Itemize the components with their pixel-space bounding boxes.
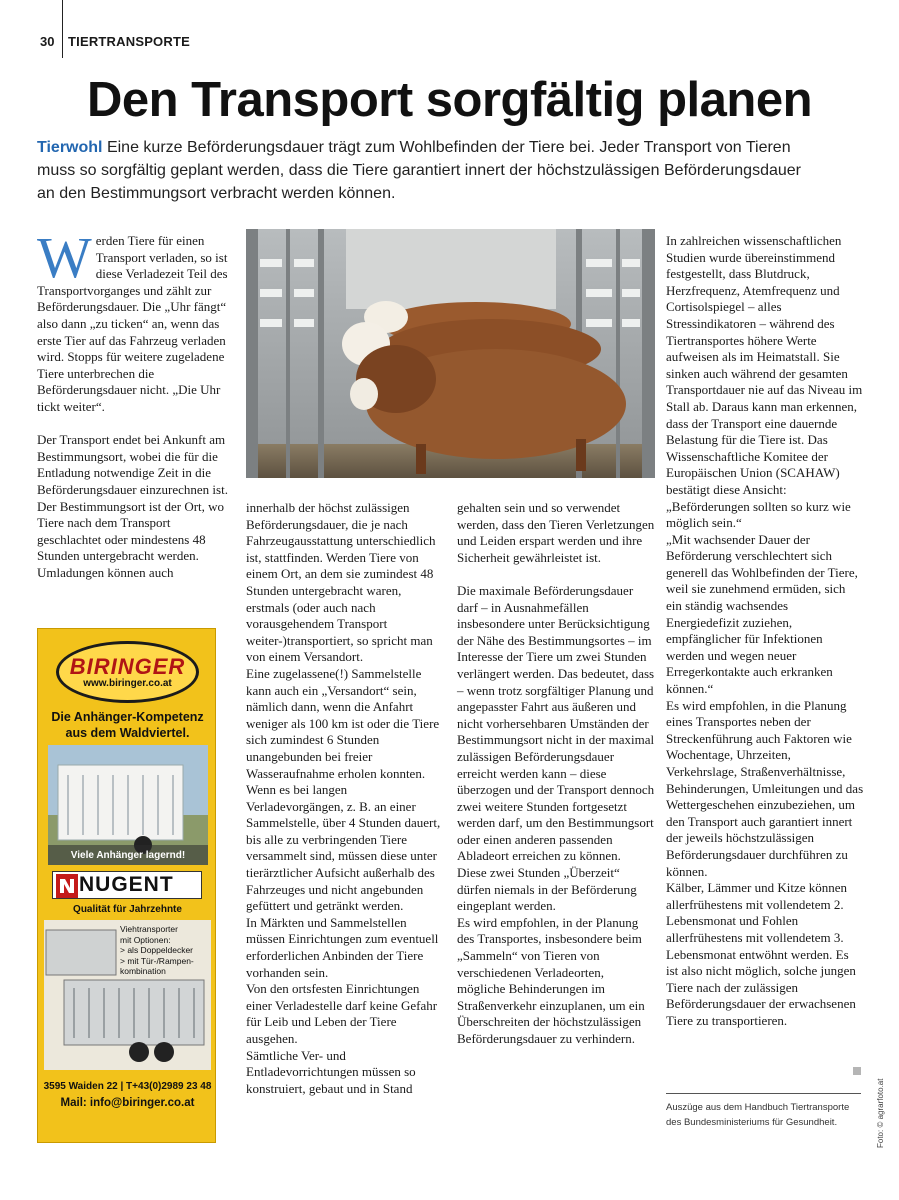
paragraph: Kälber, Lämmer und Kitze können allerfrühestens mit vollendetem 2. Lebensmonat und Fohlen allerfrühestens mit vollendetem 3. Lebensmonat entwöhnt werden. Es ist also nicht möglich, solche jungen Tiere nach der zulässigen Beförderungsdauer der erwachsenen Tiere zu transportieren. [666,880,856,1028]
nugent-logo [52,871,202,899]
trailer-photo [48,745,208,865]
paragraph: Es wird empfohlen, in der Planung des Transportes, insbesondere beim „Sammeln“ von Tieren von verschiedenen Verladeorten, mögliche Behinderungen im Straßenverkehr einzuplanen, um ein Überschreiten der höchstzulässigen Beförderungsdauer zu verhindern. [457,914,645,1046]
cattle-transport-photo [246,229,655,478]
ad-email[interactable]: Mail: info@biringer.co.at [60,1097,195,1109]
paragraph: Der Bestimmungsort ist der Ort, wo Tiere nach dem Transport geschlachtet oder mindestens 48 Stunden untergebracht werden. Umladungen können auch [37,498,225,580]
paragraph: Wenn es bei langen Verladevorgängen, z. B. an einer Sammelstelle, über 4 Stunden dauert, bis alle zu verbringenden Tiere versammelt sind, müssen diese unter tierärztlicher Aufsicht außerhalb des Fahrzeuges und nicht angebunden gefüttert und getränkt werden. [246,782,441,914]
brand-url[interactable]: www.biringer.co.at [83,678,172,689]
paragraph: „Mit wachsender Dauer der Beförderung verschlechtert sich generell das Wohlbefinden der Tiere, weil sie zunehmend ermüden, sich ein ständig wachsendes Energiedefizit zuziehen, empfänglicher für Infektionen werden und wegen neuer Erregerkontakte auch erkranken können.“ [666,531,858,697]
paragraph: In Märkten und Sammelstellen müssen Einrichtungen zum eventuell erforderlichen Anbinden der Tiere vorhanden sein. [246,914,439,980]
partner-name: NUGENT [79,873,174,896]
ad-contact [38,1079,216,1111]
ad-address: 3595 Waiden 22 | T+43(0)2989 23 48 [43,1081,212,1092]
biringer-advertisement[interactable] [37,628,216,1143]
lead-paragraph [37,136,807,205]
article-column-4 [666,233,864,1030]
trailer-photo-caption: Viele Anhänger lagernd! [70,850,186,861]
paragraph: Von den ortsfesten Einrichtungen einer Verladestelle darf keine Gefahr für Leib und Leben der Tiere ausgehen. [246,981,438,1046]
paragraph: gehalten sein und so verwendet werden, dass den Tieren Verletzungen und Leiden erspart werden und ihre Sicherheit gewährleistet ist. [457,500,655,565]
section-title: TIERTRANSPORTE [68,34,190,49]
paragraph: Es wird empfohlen, in die Planung eines Transportes neben der Streckenführung auch Faktoren wie Wochentage, Uhrzeiten, Verkehrslage, Straßenverhältnisse, Behinderungen, Umleitungen und das Wettergeschehen einzubeziehen, um den Transport auch garantiert innert der jeweils höchstzulässigen Beförderungsdauer durchführen zu können. [666,697,864,879]
trailer-options: Viehtransporter mit Optionen: > als Doppeldecker > mit Tür-/Rampen- kombination [120,924,194,976]
ad-tagline: Die Anhänger-Kompetenz aus dem Waldviertel. [51,710,204,740]
partner-slogan: Qualität für Jahrzehnte [73,904,182,915]
source-note: Auszüge aus dem Handbuch Tiertransporte des Bundesministeriums für Gesundheit. [666,1102,850,1128]
brand-name: BIRINGER [69,654,186,679]
page-number: 30 [40,34,55,49]
paragraph: innerhalb der höchst zulässigen Beförderungsdauer, die je nach Fahrzeugausstattung unterschiedlich ist, stattfinden. Werden Tiere von einem Ort, an dem sie zumindest 48 Stunden untergebracht waren, erstmals (oder auch nach vorausgehendem Transport weiter-)transportiert, so spricht man von einem Versandort. [246,500,436,665]
paragraph: Diese zwei Stunden „Überzeit“ dürfen niemals in der Beförderung eingeplant werden. [457,865,637,914]
headline: Den Transport sorgfältig planen [86,73,813,127]
paragraph: Sämtliche Ver- und Entladevorrichtungen müssen so konstruiert, gebaut und in Stand [246,1047,416,1096]
article-column-1 [37,225,233,581]
drop-cap: W [37,225,92,290]
header-divider [62,0,63,58]
photo-credit: Foto: © agrarfoto.at [876,1078,885,1148]
end-of-article-marker [853,1067,861,1075]
lead-keyword: Tierwohl [37,139,103,156]
paragraph: Werden Tiere für einen Transport verladen, so ist diese Verladezeit Teil des Transportvorganges und zählt zur Beförderungsdauer. Die „Uhr fängt“ also dann „zu ticken“ an, wenn das erste Tier auf das Fahrzeug verladen wird. Stopps für weitere zugeladene Tiere unterbrechen die Beförderungsdauer nicht. „Die Uhr tickt weiter“. [37,225,228,414]
nugent-emblem-icon [56,874,78,898]
article-column-2 [246,500,443,1097]
paragraph: Eine zugelassene(!) Sammelstelle kann auch ein „Versandort“ sein, nämlich dann, wenn die Anfahrt weniger als 100 km ist oder die Tiere sich zumindest 6 Stunden unangebunden bei freier Wasseraufnahme erholen konnten. [246,665,440,781]
paragraph: In zahlreichen wissenschaftlichen Studien wurde übereinstimmend festgestellt, dass Blutdruck, Herzfrequenz, Atemfrequenz und Cortisolspiegel – alles Stressindikatoren – während des Tiertransportes höhere Werte aufweisen als im Heimatstall. Sie sinken auch während der gesamten Transportdauer nie auf das Niveau im Stall ab. Daraus kann man erkennen, dass der Transport eine dauernde Belastung für die Tiere ist. Das Wissenschaftliche Komitee der Europäischen Union (SCAHAW) bestätigt diese Ansicht: „Beförderungen sollten so kurz wie möglich sein.“ [666,233,863,531]
livestock-trailer-photo [44,920,211,1070]
paragraph: Die maximale Beförderungsdauer darf – in Ausnahmefällen insbesondere unter Berücksichtigung der Nähe des Bestimmungsortes – im Interesse der Tiere um zwei Stunden verlängert werden. Das bedeutet, dass – wenn trotz sorgfältiger Planung und angepasster Fahrt aus äußeren und nicht vorhersehbaren Umständen der Bestimmungsort nicht in der maximal zulässigen Beförderungsdauer erreicht werden kann – diese überzogen und der Transport dennoch zwei weitere Stunden fortgesetzt werden darf, um den Bestimmungsort oder einen anderen passenden Abladeort erreichen zu können. [457,582,655,864]
biringer-logo [56,641,199,703]
article-column-3 [457,500,655,1048]
source-divider [666,1093,861,1094]
paragraph: Der Transport endet bei Ankunft am Bestimmungsort, wobei die für die Entladung notwendige Zeit in die Beförderungsdauer einzurechnen ist. [37,432,228,497]
lead-text: Eine kurze Beförderungsdauer trägt zum Wohlbefinden der Tiere bei. Jeder Transport von Tieren muss so sorgfältig geplant werden, dass die Tiere garantiert innert der höchstzulässigen Beförderungsdauer an den Bestimmungsort verbracht werden können. [37,139,801,202]
